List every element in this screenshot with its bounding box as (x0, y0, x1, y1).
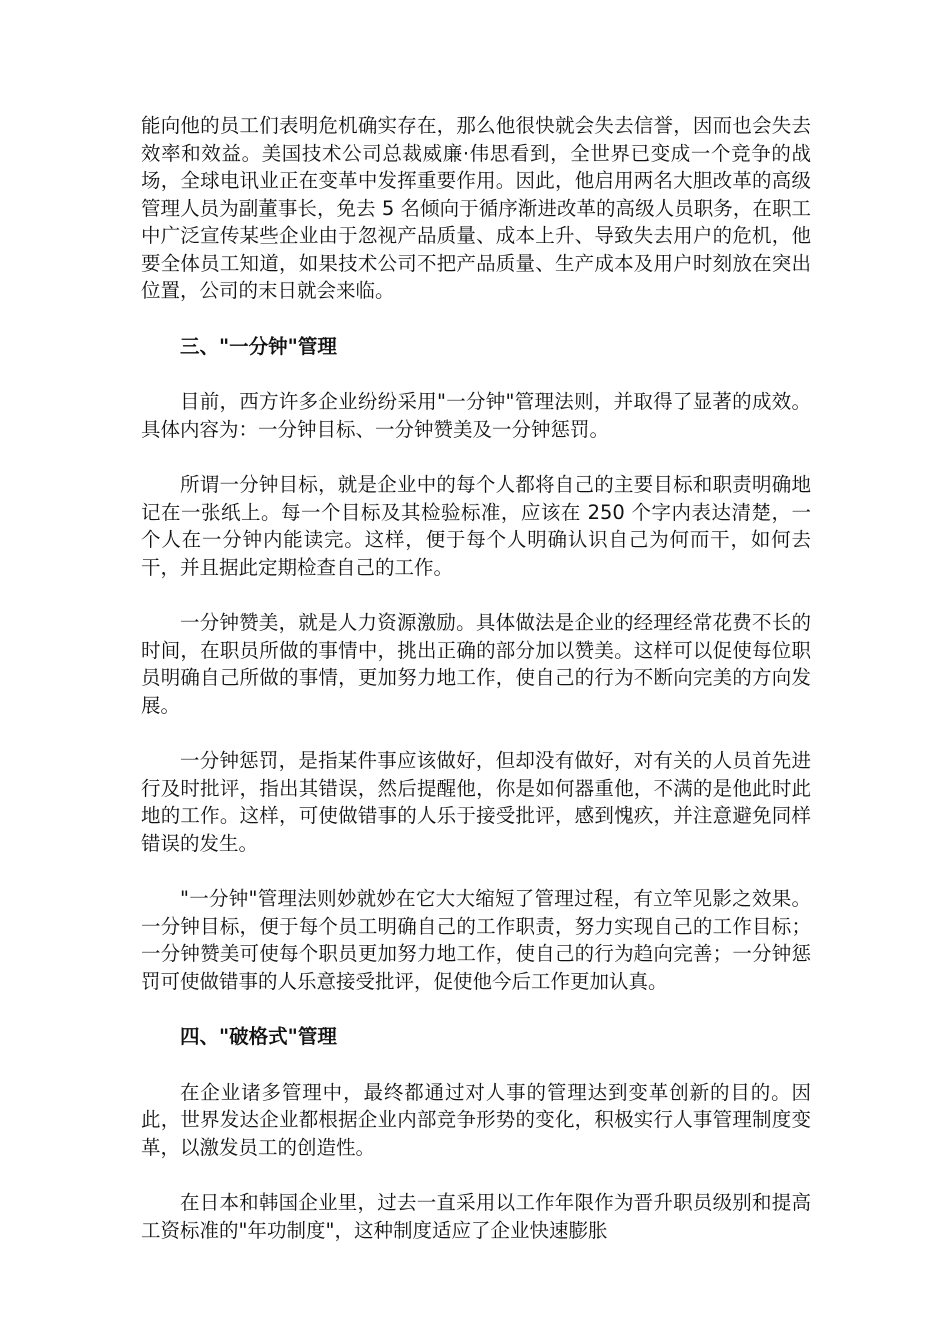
paragraph-seniority-system: 在日本和韩国企业里，过去一直采用以工作年限作为晋升职员级别和提高工资标准的"年功制度"，这种制度适应了企业快速膨胀 (141, 1191, 811, 1242)
paragraph-one-minute-reprimand: 一分钟惩罚，是指某件事应该做好，但却没有做好，对有关的人员首先进行及时批评，指出其错误，然后提醒他，你是如何器重他，不满的是他此时此地的工作。这样，可使做错事的人乐于接受批评，感到愧疚，并注意避免同样错误的发生。 (141, 749, 811, 855)
document-page (141, 112, 811, 1272)
paragraph-breakthrough-intro: 在企业诸多管理中，最终都通过对人事的管理达到变革创新的目的。因此，世界发达企业都根据企业内部竞争形势的变化，积极实行人事管理制度变革，以激发员工的创造性。 (141, 1080, 811, 1159)
paragraph-one-minute-intro: 目前，西方许多企业纷纷采用"一分钟"管理法则，并取得了显著的成效。具体内容为：一分钟目标、一分钟赞美及一分钟惩罚。 (141, 390, 811, 441)
paragraph-one-minute-praise: 一分钟赞美，就是人力资源激励。具体做法是企业的经理经常花费不长的时间，在职员所做的事情中，挑出正确的部分加以赞美。这样可以促使每位职员明确自己所做的事情，更加努力地工作，使自己的行为不断向完美的方向发展。 (141, 611, 811, 717)
paragraph-one-minute-goal: 所谓一分钟目标，就是企业中的每个人都将自己的主要目标和职责明确地记在一张纸上。每一个目标及其检验标准，应该在 250 个字内表达清楚，一个人在一分钟内能读完。这样，便于每个人明确认识自己为何而干，如何去干，并且据此定期检查自己的工作。 (141, 473, 811, 579)
section-heading-breakthrough: 四、"破格式"管理 (180, 1025, 337, 1048)
paragraph-one-minute-summary: "一分钟"管理法则妙就妙在它大大缩短了管理过程，有立竿见影之效果。一分钟目标，便于每个员工明确自己的工作职责，努力实现自己的工作目标；一分钟赞美可使每个职员更加努力地工作，使自己的行为趋向完善；一分钟惩罚可使做错事的人乐意接受批评，促使他今后工作更加认真。 (141, 887, 811, 993)
paragraph-crisis-continuation: 能向他的员工们表明危机确实存在，那么他很快就会失去信誉，因而也会失去效率和效益。美国技术公司总裁威廉·伟思看到，全世界已变成一个竞争的战场，全球电讯业正在变革中发挥重要作用。因此，他启用两名大胆改革的高级管理人员为副董事长，免去 5 名倾向于循序渐进改革的高级人员职务，在职工中广泛宣传某些企业由于忽视产品质量、成本上升、导致失去用户的危机，他要全体员工知道，如果技术公司不把产品质量、生产成本及用户时刻放在突出位置，公司的末日就会来临。 (141, 114, 811, 302)
section-heading-one-minute: 三、"一分钟"管理 (180, 334, 337, 358)
